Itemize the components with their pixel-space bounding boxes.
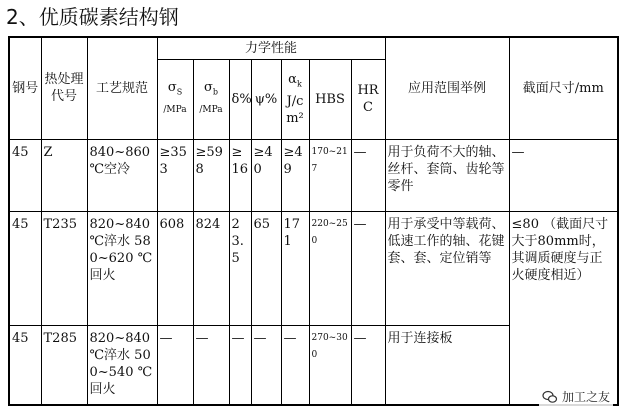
cell-sb: — [193, 325, 229, 405]
cell-application: 用于负荷不大的轴、丝杆、套筒、齿轮等零件 [385, 139, 509, 211]
cell-code: Z [41, 139, 87, 211]
cell-sb: 824 [193, 211, 229, 325]
table-row [9, 139, 618, 211]
cell-steel: 45 [9, 139, 41, 211]
watermark [539, 387, 613, 406]
steel-properties-table [8, 36, 619, 406]
cell-process: 820~840 ℃淬水 580~620 ℃回火 [87, 211, 157, 325]
cell-delta: 23.5 [229, 211, 251, 325]
cell-hbs: 220~250 [309, 211, 351, 325]
header-heat-code: 热处理代号 [41, 37, 87, 139]
cell-ss: 608 [157, 211, 193, 325]
cell-hrc: — [351, 211, 385, 325]
cell-ak: 171 [281, 211, 309, 325]
cell-ss: — [157, 325, 193, 405]
watermark-text: 加工之友 [561, 390, 610, 404]
header-process: 工艺规范 [87, 37, 157, 139]
cell-hrc: — [351, 325, 385, 405]
cell-psi: 65 [251, 211, 281, 325]
cell-steel: 45 [9, 325, 41, 405]
header-sigma-b: $\sigma_b$ /MPa [193, 59, 229, 139]
cell-ak: — [281, 325, 309, 405]
cell-hbs: 170~217 [309, 139, 351, 211]
header-hrc: HRC [351, 59, 385, 139]
cell-delta: — [229, 325, 251, 405]
header-section: 截面尺寸/mm [509, 37, 618, 139]
cell-delta: ≥16 [229, 139, 251, 211]
cell-code: T285 [41, 325, 87, 405]
cell-process: 840~860 ℃空冷 [87, 139, 157, 211]
cell-psi: ≥40 [251, 139, 281, 211]
cell-ss: ≥353 [157, 139, 193, 211]
cell-hbs: 270~300 [309, 325, 351, 405]
cell-application: 用于连接板 [385, 325, 509, 405]
cell-ak: ≥49 [281, 139, 309, 211]
cell-psi: — [251, 325, 281, 405]
header-delta: δ% [229, 59, 251, 139]
header-application: 应用范围举例 [385, 37, 509, 139]
header-steel-no: 钢号 [9, 37, 41, 139]
section-title: 2、优质碳素结构钢 [6, 5, 179, 29]
cell-hrc: — [351, 139, 385, 211]
header-mechanical: 力学性能 [157, 37, 385, 59]
header-psi: ψ% [251, 59, 281, 139]
cell-section: — [509, 139, 618, 211]
header-sigma-s: $\sigma_S$ /MPa [157, 59, 193, 139]
header-hbs: HBS [309, 59, 351, 139]
header-ak: $\alpha_k$ J/cm² [281, 59, 309, 139]
wechat-icon [542, 389, 558, 405]
cell-code: T235 [41, 211, 87, 325]
cell-process: 820~840 ℃淬水 500~540 ℃回火 [87, 325, 157, 405]
cell-application: 用于承受中等载荷、低速工作的轴、花键套、套、定位销等 [385, 211, 509, 325]
cell-steel: 45 [9, 211, 41, 325]
table-row [9, 211, 618, 325]
cell-sb: ≥598 [193, 139, 229, 211]
cell-section: ≤80 （截面尺寸大于80mm时，其调质硬度与正火硬度相近） [509, 211, 618, 405]
